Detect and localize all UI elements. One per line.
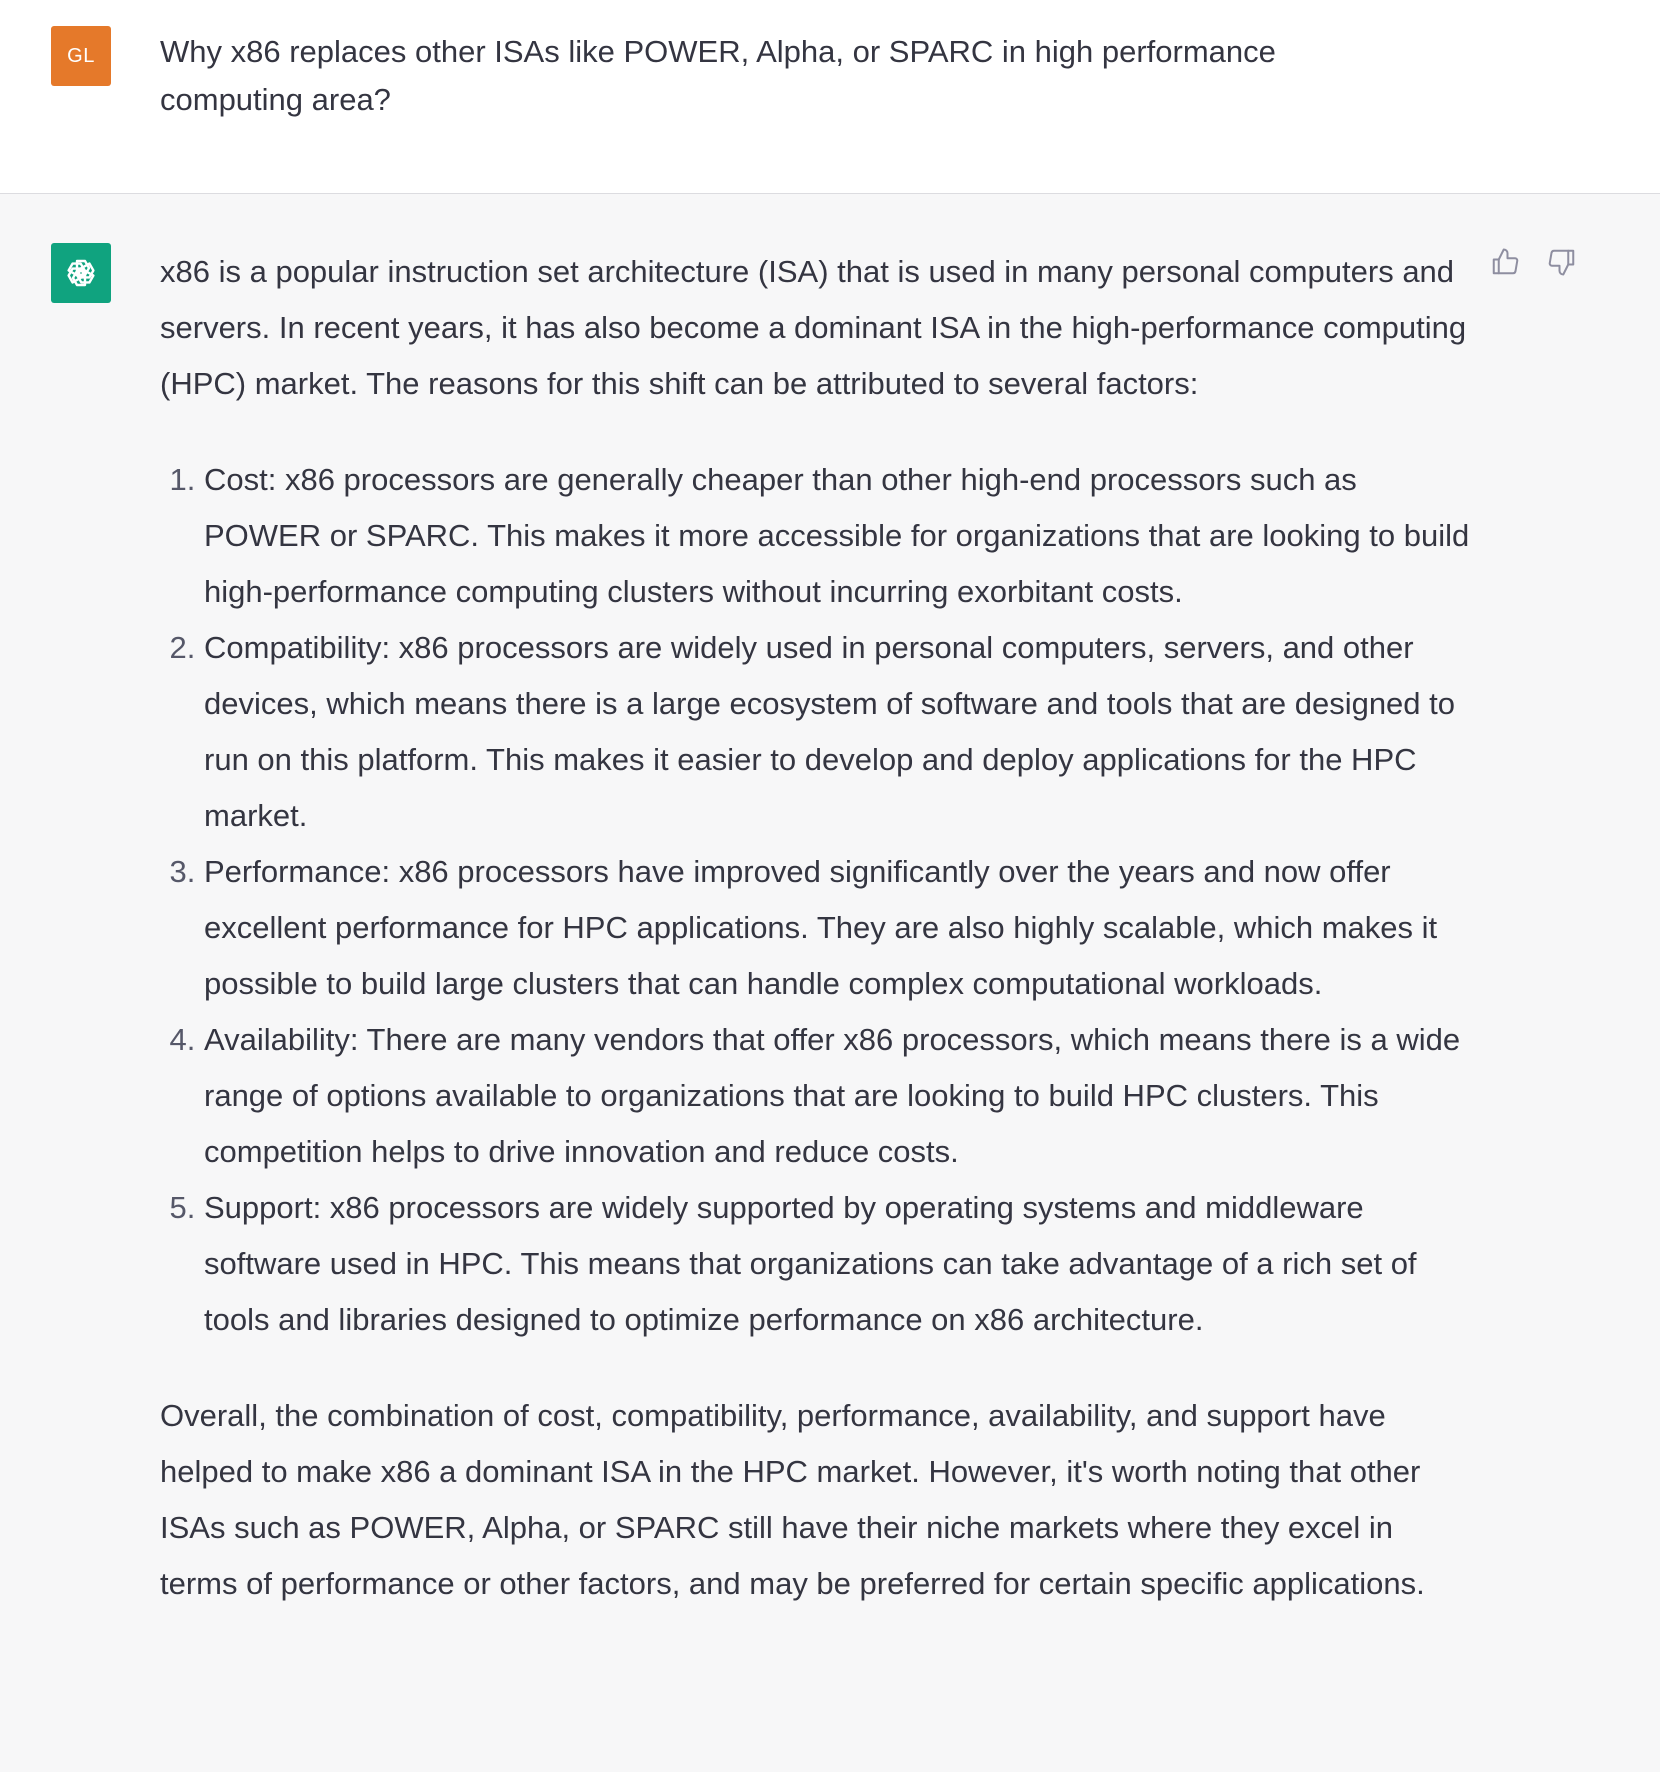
assistant-message-text	[160, 244, 1470, 1612]
list-item: 5. Support: x86 processors are widely supported by operating systems and middleware software used in HPC. This means that organizations can take advantage of a rich set of tools and libraries designed to optimize performance on x86 architecture.	[204, 1180, 1470, 1348]
thumbs-up-icon	[1490, 247, 1520, 277]
user-avatar-initials: GL	[67, 44, 95, 67]
list-item: 3. Performance: x86 processors have improved significantly over the years and now offer excellent performance for HPC applications. They are also highly scalable, which makes it possible to build large clusters that can handle complex computational workloads.	[204, 844, 1470, 1012]
thumbs-up-button[interactable]	[1483, 240, 1527, 284]
user-message-text: Why x86 replaces other ISAs like POWER, Alpha, or SPARC in high performance computing area?	[160, 34, 1276, 117]
list-item: 2. Compatibility: x86 processors are widely used in personal computers, servers, and other devices, which means there is a large ecosystem of software and tools that are designed to run on this platform. This makes it easier to develop and deploy applications for the HPC market.	[204, 620, 1470, 844]
thumbs-down-button[interactable]	[1540, 240, 1584, 284]
openai-logo-icon	[61, 253, 101, 293]
list-item: 1. Cost: x86 processors are generally cheaper than other high-end processors such as POWER or SPARC. This makes it more accessible for organizations that are looking to build high-performance computing clusters without incurring exorbitant costs.	[204, 452, 1470, 620]
assistant-avatar	[51, 243, 111, 303]
list-item: 4. Availability: There are many vendors that offer x86 processors, which means there is a wide range of options available to organizations that are looking to build HPC clusters. This competition helps to drive innovation and reduce costs.	[204, 1012, 1470, 1180]
assistant-message-row	[0, 194, 1660, 1772]
user-avatar	[51, 26, 111, 86]
assistant-intro-paragraph: x86 is a popular instruction set architecture (ISA) that is used in many personal computers and servers. In recent years, it has also become a dominant ISA in the high-performance computing (HPC) market. The reasons for this shift can be attributed to several factors:	[160, 254, 1467, 401]
factors-list	[160, 452, 1470, 1348]
user-message-row	[0, 0, 1660, 194]
assistant-conclusion-paragraph: Overall, the combination of cost, compatibility, performance, availability, and support have helped to make x86 a dominant ISA in the HPC market. However, it's worth noting that other ISAs such as POWER, Alpha, or SPARC still have their niche markets where they excel in terms of performance or other factors, and may be preferred for certain specific applications.	[160, 1398, 1425, 1601]
thumbs-down-icon	[1547, 247, 1577, 277]
